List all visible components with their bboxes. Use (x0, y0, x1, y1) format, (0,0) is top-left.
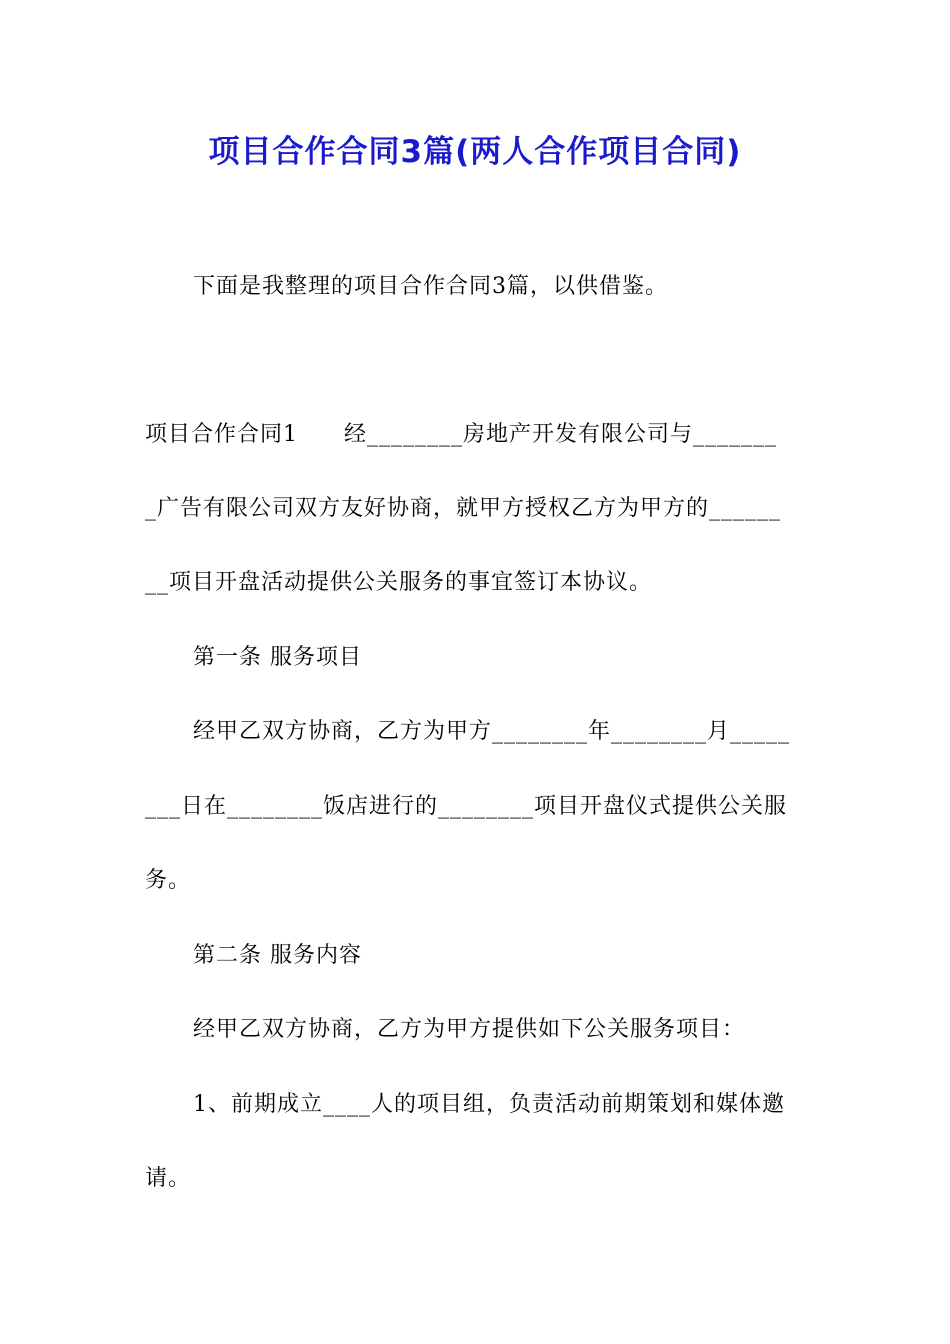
intro-paragraph: 下面是我整理的项目合作合同3篇，以供借鉴。 (193, 274, 668, 299)
article-2-heading: 第二条 服务内容 (193, 943, 362, 968)
article-2-item-1: 1、前期成立____人的项目组，负责活动前期策划和媒体邀 (193, 1092, 785, 1117)
article-2-line-1: 经甲乙双方协商，乙方为甲方提供如下公关服务项目： (193, 1017, 746, 1042)
article-1-line-3: 务。 (145, 868, 192, 893)
article-1-line-1: 经甲乙双方协商，乙方为甲方________年________月_____ (193, 719, 791, 744)
page-title: 项目合作合同3篇(两人合作项目合同) (208, 134, 742, 170)
article-2-item-1-cont: 请。 (145, 1166, 192, 1191)
contract-line-1: 项目合作合同1 经________房地产开发有限公司与_______ (145, 422, 777, 447)
article-1-heading: 第一条 服务项目 (193, 645, 362, 670)
contract-line-2: _广告有限公司双方友好协商，就甲方授权乙方为甲方的______ (145, 496, 782, 521)
article-1-line-2: ___日在________饭店进行的________项目开盘仪式提供公关服 (145, 794, 788, 819)
contract-line-3: __项目开盘活动提供公关服务的事宜签订本协议。 (145, 570, 653, 595)
